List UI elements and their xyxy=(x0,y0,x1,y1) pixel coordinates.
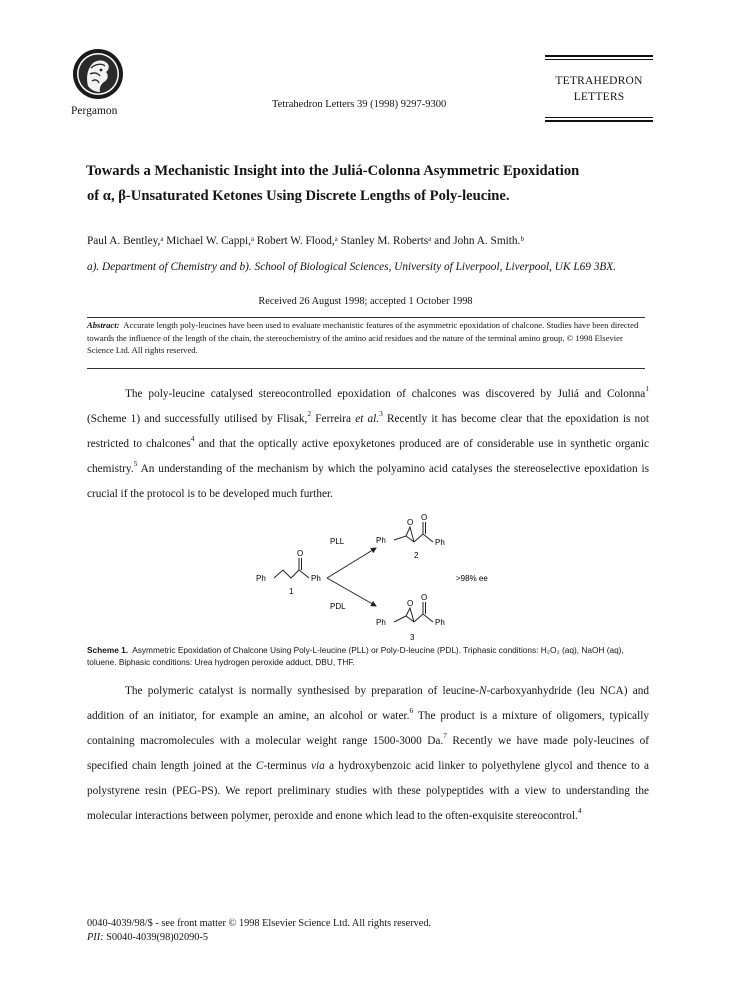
reference-number: 3 xyxy=(379,409,383,419)
publisher-name: Pergamon xyxy=(71,105,118,117)
text-run: -terminus xyxy=(263,760,311,772)
abstract xyxy=(87,319,647,357)
pii-label: PII: xyxy=(87,932,104,943)
oxygen-label: O xyxy=(421,513,428,522)
body-paragraph-2 xyxy=(87,679,649,829)
caption-text: Asymmetric Epoxidation of Chalcone Using Poly-L-leucine (PLL) or Poly-D-leucine (PDL). Triphasic conditions: H₂O₂ (aq), NaOH (aq), toluene. Biphasic conditions: Urea hydrogen peroxide adduct, DBU, THF. xyxy=(87,645,624,667)
ph-label: Ph xyxy=(311,574,321,583)
author-list: Paul A. Bentley,ᵃ Michael W. Cappi,ᵃ Robert W. Flood,ᵃ Stanley M. Robertsᵃ and John A. Smith.ᵇ xyxy=(87,235,524,247)
text-run: Recently it has become clear that the epoxidation is not restricted to chalcones xyxy=(87,413,649,450)
journal-citation: Tetrahedron Letters 39 (1998) 9297-9300 xyxy=(272,99,447,110)
abstract-label: Abstract: xyxy=(87,320,120,330)
reference-number: 4 xyxy=(577,806,582,816)
journal-masthead xyxy=(545,55,653,125)
text-run: (Scheme 1) and successfully utilised by Flisak, xyxy=(87,413,308,425)
italic-text: C xyxy=(255,760,264,772)
text-run: -carboxyanhydride (leu NCA) and addition of an initiator, for example an amine, an alcohol or water. xyxy=(87,685,649,722)
text-run: The poly-leucine catalysed stereocontrolled epoxidation of chalcones was discovered by Juliá and Colonna xyxy=(125,388,646,400)
copyright-footer xyxy=(87,917,431,945)
pll-arrow xyxy=(327,548,376,578)
masthead-rule xyxy=(545,59,653,60)
scheme-1-diagram xyxy=(230,512,530,644)
text-run: An understanding of the mechanism by which the polyamino acid catalyses the stereoselective epoxidation is crucial if the protocol is to be developed much further. xyxy=(87,463,649,500)
compound-3-label: 3 xyxy=(410,633,415,642)
abstract-bottom-rule xyxy=(87,368,645,369)
article-title xyxy=(86,159,676,209)
ph-label: Ph xyxy=(376,618,386,627)
ph-label: Ph xyxy=(256,574,266,583)
italic-text: et al. xyxy=(355,413,380,425)
ee-value: >98% ee xyxy=(456,574,488,583)
ph-label: Ph xyxy=(376,536,386,545)
text-run: Recently we have made poly-leucines of specified chain length joined at the xyxy=(87,735,649,772)
oxygen-label: O xyxy=(421,593,428,602)
reference-number: 4 xyxy=(190,434,195,444)
reagent-pdl: PDL xyxy=(330,602,346,611)
text-run: The polymeric catalyst is normally synthesised by preparation of leucine- xyxy=(125,685,479,697)
masthead-rule xyxy=(545,120,653,122)
compound-1-label: 1 xyxy=(289,587,294,596)
body-paragraph-1 xyxy=(87,382,649,507)
reference-number: 7 xyxy=(443,731,447,741)
ph-label: Ph xyxy=(435,538,445,547)
paragraph-text xyxy=(87,679,649,829)
title-line: of α, β-Unsaturated Ketones Using Discrete Lengths of Poly-leucine. xyxy=(87,188,510,204)
reference-number: 2 xyxy=(307,409,312,419)
scheme-caption xyxy=(87,644,655,668)
text-run: The product is a mixture of oligomers, typically containing macromolecules with a molecular weight range 1500-3000 Da. xyxy=(87,710,649,747)
text-run: and that the optically active epoxyketones produced are of considerable use in synthetic organic chemistry. xyxy=(87,438,650,475)
italic-text: via xyxy=(310,760,325,772)
pergamon-logo xyxy=(72,48,124,100)
ph-label: Ph xyxy=(435,618,445,627)
reference-number: 6 xyxy=(409,706,414,716)
paragraph-text xyxy=(87,382,649,507)
text-run: a hydroxybenzoic acid linker to polyethylene glycol and thence to a polystyrene resin (PEG-PS). We report preliminary studies with these polypeptides with a view to understanding the molecular interactions between polymer, peroxide and enone which lead to the often-exquisite stereocontrol. xyxy=(87,760,649,822)
abstract-top-rule xyxy=(87,317,645,318)
reference-number: 5 xyxy=(133,459,138,469)
affiliation: a). Department of Chemistry and b). School of Biological Sciences, University of Liverpool, Liverpool, UK L69 3BX. xyxy=(87,261,617,273)
chalcone-skeleton xyxy=(274,570,299,578)
journal-name-line: TETRAHEDRON xyxy=(555,75,643,87)
oxygen-label: O xyxy=(297,549,304,558)
reagent-pll: PLL xyxy=(330,537,345,546)
compound-2-label: 2 xyxy=(414,551,419,560)
abstract-text: Accurate length poly-leucines have been used to evaluate mechanistic features of the asymmetric epoxidation of chalcone. Studies have been directed towards the influence of the length of the chain, the stereochemistry of the amino acid residues and the nature of the terminal amino group. © 1998 Elsevier Science Ltd. All rights reserved. xyxy=(87,320,639,355)
oxygen-label: O xyxy=(407,599,414,608)
title-line: Towards a Mechanistic Insight into the Juliá-Colonna Asymmetric Epoxidation xyxy=(86,163,580,179)
oxygen-label: O xyxy=(407,518,414,527)
reference-number: 1 xyxy=(645,384,649,394)
masthead-rule xyxy=(545,117,653,118)
front-matter-line: 0040-4039/98/$ - see front matter © 1998 Elsevier Science Ltd. All rights reserved. xyxy=(87,918,432,929)
masthead-rule xyxy=(545,55,653,57)
pii-value: S0040-4039(98)02090-5 xyxy=(103,932,208,943)
journal-name xyxy=(545,73,653,105)
italic-text: N xyxy=(478,685,487,697)
caption-label: Scheme 1. xyxy=(87,645,129,655)
journal-name-line: LETTERS xyxy=(573,91,625,103)
received-dates: Received 26 August 1998; accepted 1 October 1998 xyxy=(258,296,473,307)
text-run: Ferreira xyxy=(311,413,356,425)
